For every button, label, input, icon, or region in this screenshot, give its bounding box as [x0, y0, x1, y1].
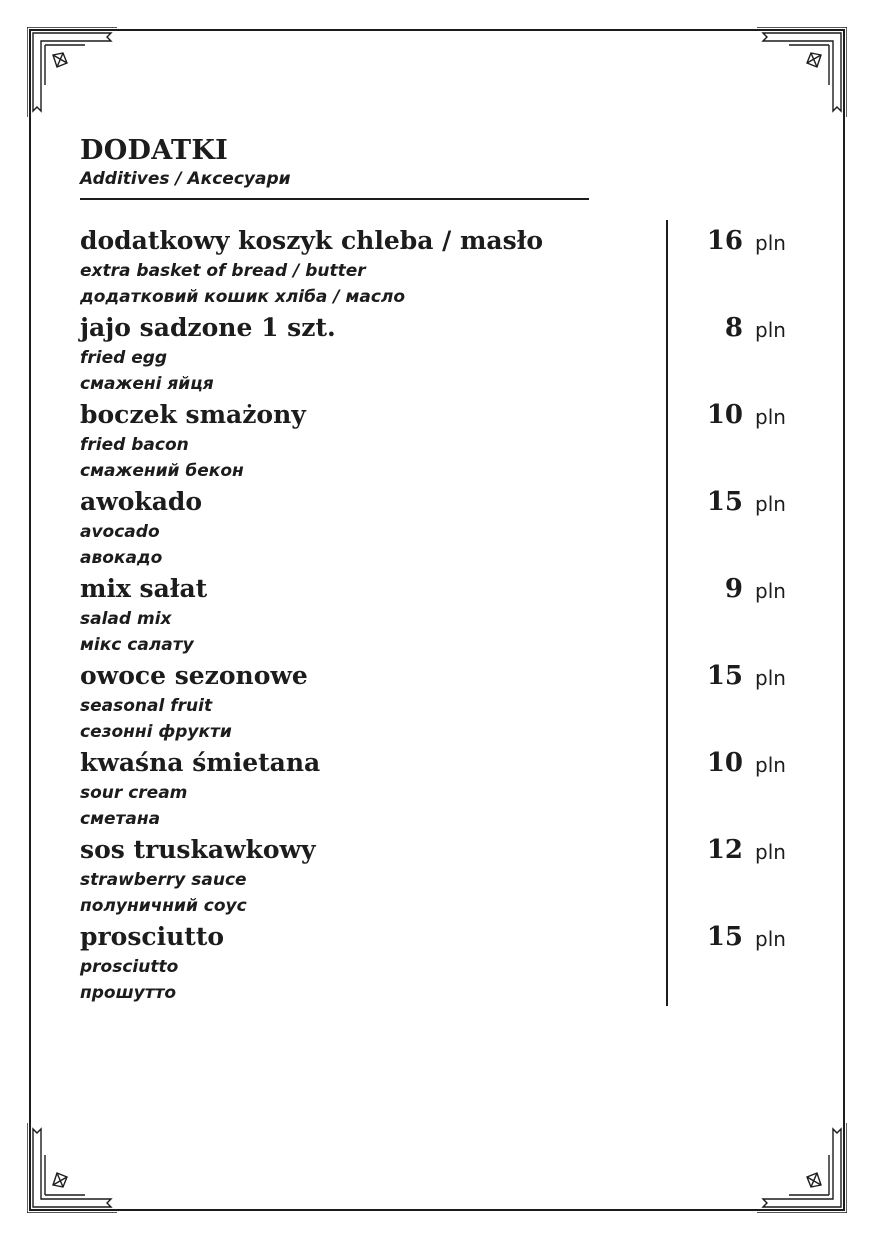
item-currency: pln	[755, 231, 786, 255]
item-name-ua: прошутто	[80, 983, 177, 1003]
item-currency: pln	[755, 753, 786, 777]
item-name-ua: мікс салату	[80, 635, 194, 655]
item-currency: pln	[755, 492, 786, 516]
menu-item	[0, 313, 874, 400]
item-currency: pln	[755, 927, 786, 951]
item-name-ua: смажений бекон	[80, 461, 244, 481]
item-currency: pln	[755, 840, 786, 864]
item-name-en: prosciutto	[80, 957, 179, 977]
section-subtitle: Additives / Аксесуари	[80, 169, 291, 189]
item-price: 8	[724, 313, 743, 343]
menu-item	[0, 400, 874, 487]
item-name: awokado	[80, 487, 203, 516]
item-price: 10	[706, 400, 743, 430]
item-name-en: sour cream	[80, 783, 188, 803]
item-name: dodatkowy koszyk chleba / masło	[80, 226, 543, 255]
item-name-en: strawberry sauce	[80, 870, 247, 890]
menu-item	[0, 748, 874, 835]
item-name-ua: авокадо	[80, 548, 163, 568]
menu-item	[0, 922, 874, 1009]
item-price: 12	[706, 835, 743, 865]
item-name: sos truskawkowy	[80, 835, 316, 864]
item-name-en: fried egg	[80, 348, 168, 368]
item-currency: pln	[755, 405, 786, 429]
item-name-en: seasonal fruit	[80, 696, 213, 716]
item-currency: pln	[755, 666, 786, 690]
item-name: mix sałat	[80, 574, 208, 603]
item-name: prosciutto	[80, 922, 225, 951]
item-price: 15	[706, 922, 743, 952]
item-name: kwaśna śmietana	[80, 748, 321, 777]
menu-item	[0, 661, 874, 748]
item-name: boczek smażony	[80, 400, 306, 429]
item-name-en: salad mix	[80, 609, 172, 629]
menu-item	[0, 487, 874, 574]
menu-item	[0, 835, 874, 922]
menu-item	[0, 226, 874, 313]
menu-item	[0, 574, 874, 661]
item-name: jajo sadzone 1 szt.	[80, 313, 336, 342]
item-price: 16	[706, 226, 743, 256]
item-name: owoce sezonowe	[80, 661, 308, 690]
item-name-en: fried bacon	[80, 435, 189, 455]
item-name-en: extra basket of bread / butter	[80, 261, 366, 281]
item-price: 10	[706, 748, 743, 778]
item-name-ua: додатковий кошик хліба / масло	[80, 287, 406, 307]
item-currency: pln	[755, 579, 786, 603]
item-price: 15	[706, 487, 743, 517]
item-name-ua: смажені яйця	[80, 374, 214, 394]
item-price: 9	[724, 574, 743, 604]
item-name-en: avocado	[80, 522, 160, 542]
section-title: DODATKI	[80, 135, 229, 166]
item-price: 15	[706, 661, 743, 691]
item-name-ua: сметана	[80, 809, 161, 829]
item-name-ua: сезонні фрукти	[80, 722, 232, 742]
item-currency: pln	[755, 318, 786, 342]
item-name-ua: полуничний соус	[80, 896, 247, 916]
